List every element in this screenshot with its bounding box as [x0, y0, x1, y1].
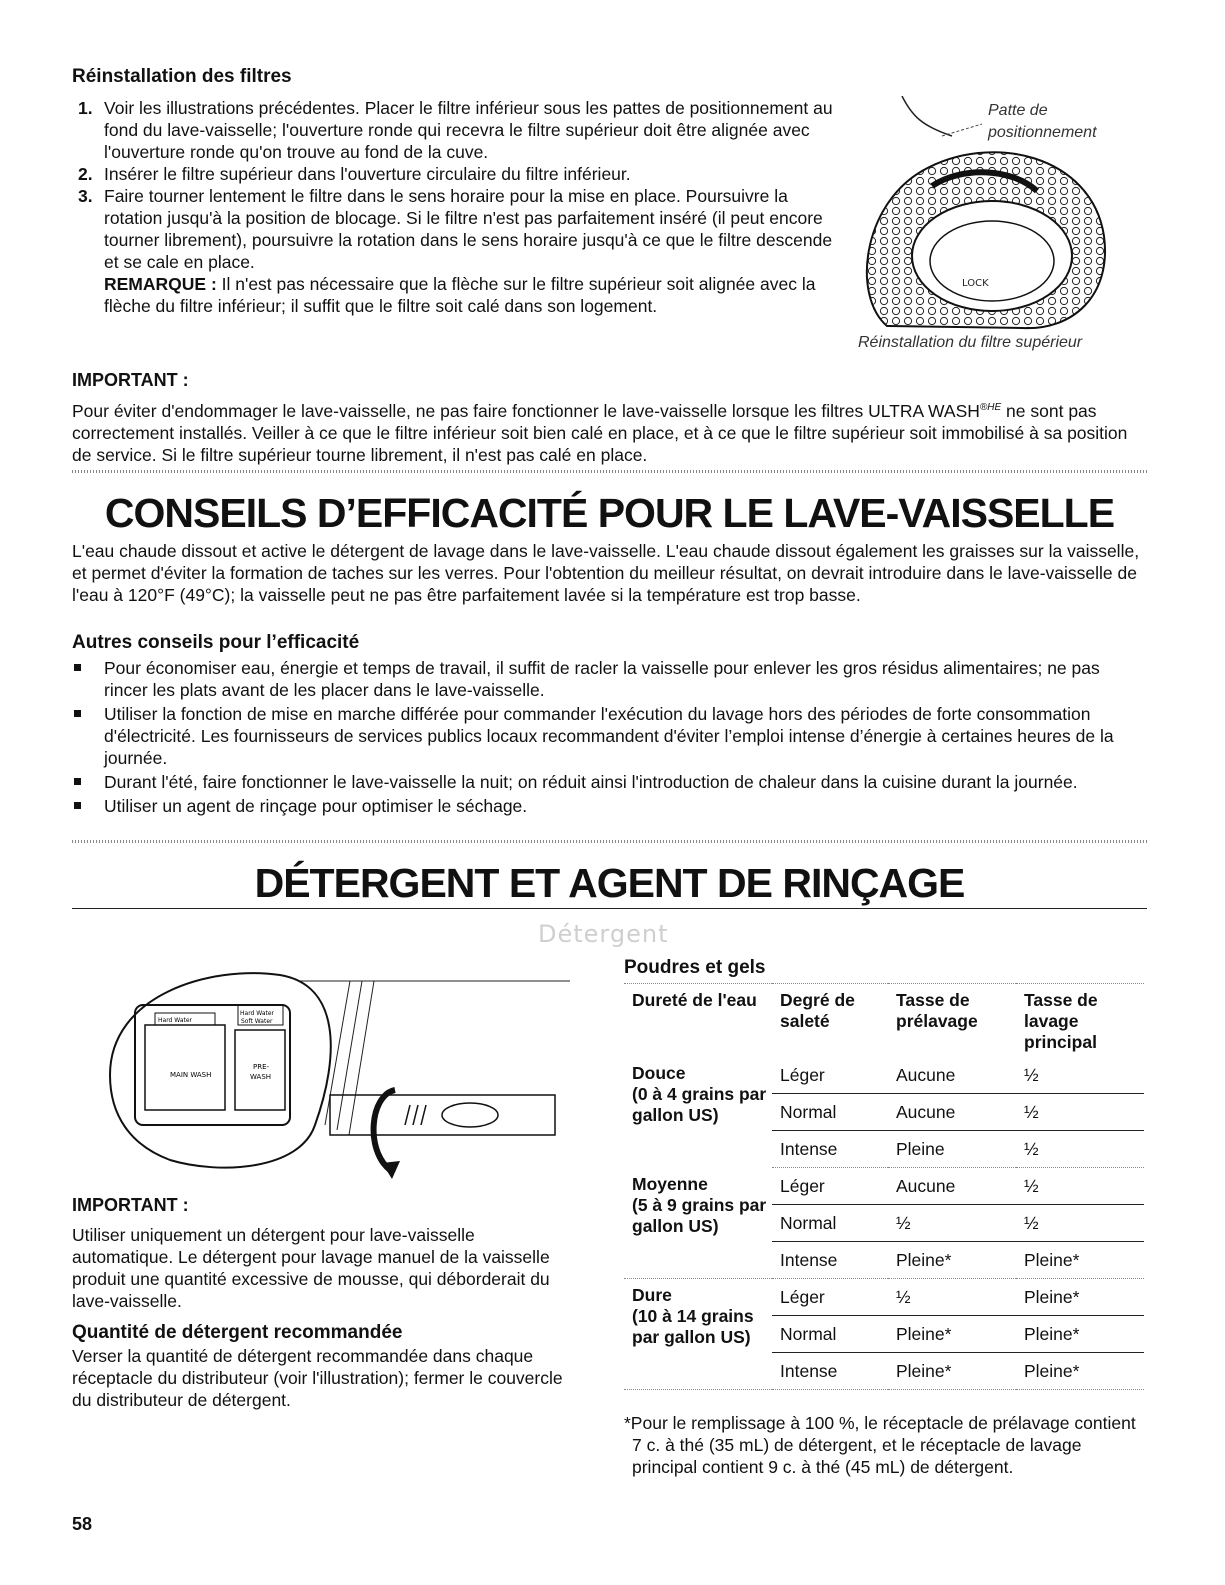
label-main-wash: MAIN WASH — [170, 1071, 212, 1079]
column-header: Tasse de prélavage — [896, 990, 978, 1031]
figure-label-tab-1: Patte de — [988, 102, 1048, 119]
label-pre: PRE- — [253, 1063, 270, 1071]
label-hard-water: Hard Water — [158, 1017, 193, 1024]
list-item: Durant l'été, faire fonctionner le lave-vaisselle la nuit; on réduit ainsi l'introduction de chaleur dans la cuisine durant la journée. — [72, 771, 1147, 793]
ghost-heading: Détergent — [538, 920, 669, 948]
divider — [72, 470, 1147, 473]
label-wash: WASH — [250, 1073, 272, 1081]
group-cell: Douce (0 à 4 grains par gallon US) — [632, 1063, 767, 1125]
important-label: IMPORTANT : — [72, 370, 189, 390]
label-hard-water-2: Hard Water — [240, 1010, 275, 1017]
column-header: Tasse de lavage principal — [1024, 990, 1098, 1052]
detergent-dispenser-illustration — [100, 965, 570, 1185]
detergent-important-text: Utiliser uniquement un détergent pour lave-vaisselle automatique. Le détergent pour lavage manuel de la vaisselle produit une quantité excessive de mousse, qui déborderait du lave-vaisselle. — [72, 1225, 550, 1311]
list-item: Utiliser un agent de rinçage pour optimiser le séchage. — [72, 795, 1147, 817]
column-header: Dureté de l'eau — [632, 990, 757, 1010]
detergent-qty-heading: Quantité de détergent recommandée — [72, 1322, 403, 1343]
table-row: Intense Pleine* Pleine* — [624, 1242, 1144, 1279]
list-item: 3. Faire tourner lentement le filtre dans le sens horaire pour la mise en place. Poursuivre la rotation jusqu'à la position de blocage. Si le filtre n'est pas parfaitement inséré (il peut encore tourner librement), poursuivre la rotation dans le sens horaire jusqu'à ce que le filtre descende et se cale en place. REMARQUE : Il n'est pas nécessaire que la flèche sur le filtre supérieur soit alignée avec la flèche du filtre inférieur; il suffit que le filtre soit calé dans son logement. — [72, 185, 850, 317]
table-row: Normal ½ ½ — [624, 1205, 1144, 1242]
divider — [72, 840, 1147, 843]
list-item: 2. Insérer le filtre supérieur dans l'ouverture circulaire du filtre inférieur. — [78, 164, 631, 184]
detergent-important-label: IMPORTANT : — [72, 1195, 189, 1215]
list-item: Utiliser la fonction de mise en marche différée pour commander l'exécution du lavage hors des périodes de forte consommation d'électricité. Les fournisseurs de services publics locaux recommandent d'éviter l’emploi intense d’énergie à certaines heures de la journée. — [72, 703, 1147, 769]
detergent-table — [624, 983, 1144, 1390]
table-row: Moyenne (5 à 9 grains par gallon US) Léger Aucune ½ — [624, 1168, 1144, 1205]
detergent-qty-text: Verser la quantité de détergent recommandée dans chaque réceptacle du distributeur (voir l'illustration); fermer le couvercle du distributeur de détergent. — [72, 1346, 563, 1410]
table-row: Dure (10 à 14 grains par gallon US) Léger ½ Pleine* — [624, 1279, 1144, 1316]
efficiency-intro: L'eau chaude dissout et active le détergent de lavage dans le lave-vaisselle. L'eau chaude dissout également les graisses sur la vaisselle, et permet d'éviter la formation de taches sur les verres. Pour l'obtention du meilleur résultat, on devrait introduire dans le lave-vaisselle de l'eau à 120°F (49°C); la vaisselle peut ne pas être parfaitement lavée si la température est trop basse. — [72, 541, 1140, 605]
table-row: Intense Pleine ½ — [624, 1131, 1144, 1168]
important-text: Pour éviter d'endommager le lave-vaisselle, ne pas faire fonctionner le lave-vaisselle lorsque les filtres ULTRA $WASH^{®HE}$ ne sont pas correctement installés. Veiller à ce que le filtre inférieur soit bien calé en place, et à ce que le filtre supérieur soit immobilisé à sa position de service. Si le filtre supérieur tourne librement, il n'est pas calé en place. — [72, 400, 1128, 465]
table-row: Normal Pleine* Pleine* — [624, 1316, 1144, 1353]
table-footnote: *Pour le remplissage à 100 %, le réceptacle de prélavage contient 7 c. à thé (35 mL) de détergent, et le réceptacle de lavage principal contient 9 c. à thé (45 mL) de détergent. — [624, 1413, 1136, 1477]
table-header-row — [624, 984, 1144, 1058]
divider — [72, 908, 1147, 909]
figure-lock-text: LOCK — [962, 278, 989, 289]
table-row: Intense Pleine* Pleine* — [624, 1353, 1144, 1390]
note-paragraph: REMARQUE : Il n'est pas nécessaire que la flèche sur le filtre supérieur soit alignée avec la flèche du filtre inférieur; il suffit que le filtre soit calé dans son logement. — [104, 274, 816, 316]
table-row: Douce (0 à 4 grains par gallon US) Léger Aucune ½ — [624, 1057, 1144, 1094]
column-header: Degré de saleté — [780, 990, 855, 1031]
detergent-title: DÉTERGENT ET AGENT DE RINÇAGE — [254, 860, 965, 906]
efficiency-tips-list — [72, 657, 1147, 819]
figure-label-tab-2: positionnement — [988, 124, 1097, 141]
group-cell: Moyenne (5 à 9 grains par gallon US) — [624, 1168, 772, 1279]
efficiency-subheading: Autres conseils pour l’efficacité — [72, 632, 360, 653]
list-item: Pour économiser eau, énergie et temps de travail, il suffit de racler la vaisselle pour enlever les gros résidus alimentaires; ne pas rincer les plats avant de les placer dans le lave-vaisselle. — [72, 657, 1147, 701]
table-heading: Poudres et gels — [624, 957, 766, 978]
group-cell: Dure (10 à 14 grains par gallon US) — [624, 1279, 772, 1390]
list-item: 1. Voir les illustrations précédentes. Placer le filtre inférieur sous les pattes de positionnement au fond du lave-vaisselle; l'ouverture ronde qui recevra le filtre supérieur doit être alignée avec l'ouverture ronde qu'on trouve au fond de la cuve. — [78, 98, 833, 162]
efficiency-title: CONSEILS D’EFFICACITÉ POUR LE LAVE-VAISSELLE — [104, 490, 1115, 536]
section-heading-filters: Réinstallation des filtres — [72, 66, 292, 87]
figure-caption: Réinstallation du filtre supérieur — [858, 334, 1083, 351]
table-row: Normal Aucune ½ — [624, 1094, 1144, 1131]
filter-steps-list — [72, 97, 850, 317]
label-soft-water: Soft Water — [241, 1018, 273, 1025]
page-number: 58 — [72, 1514, 93, 1534]
